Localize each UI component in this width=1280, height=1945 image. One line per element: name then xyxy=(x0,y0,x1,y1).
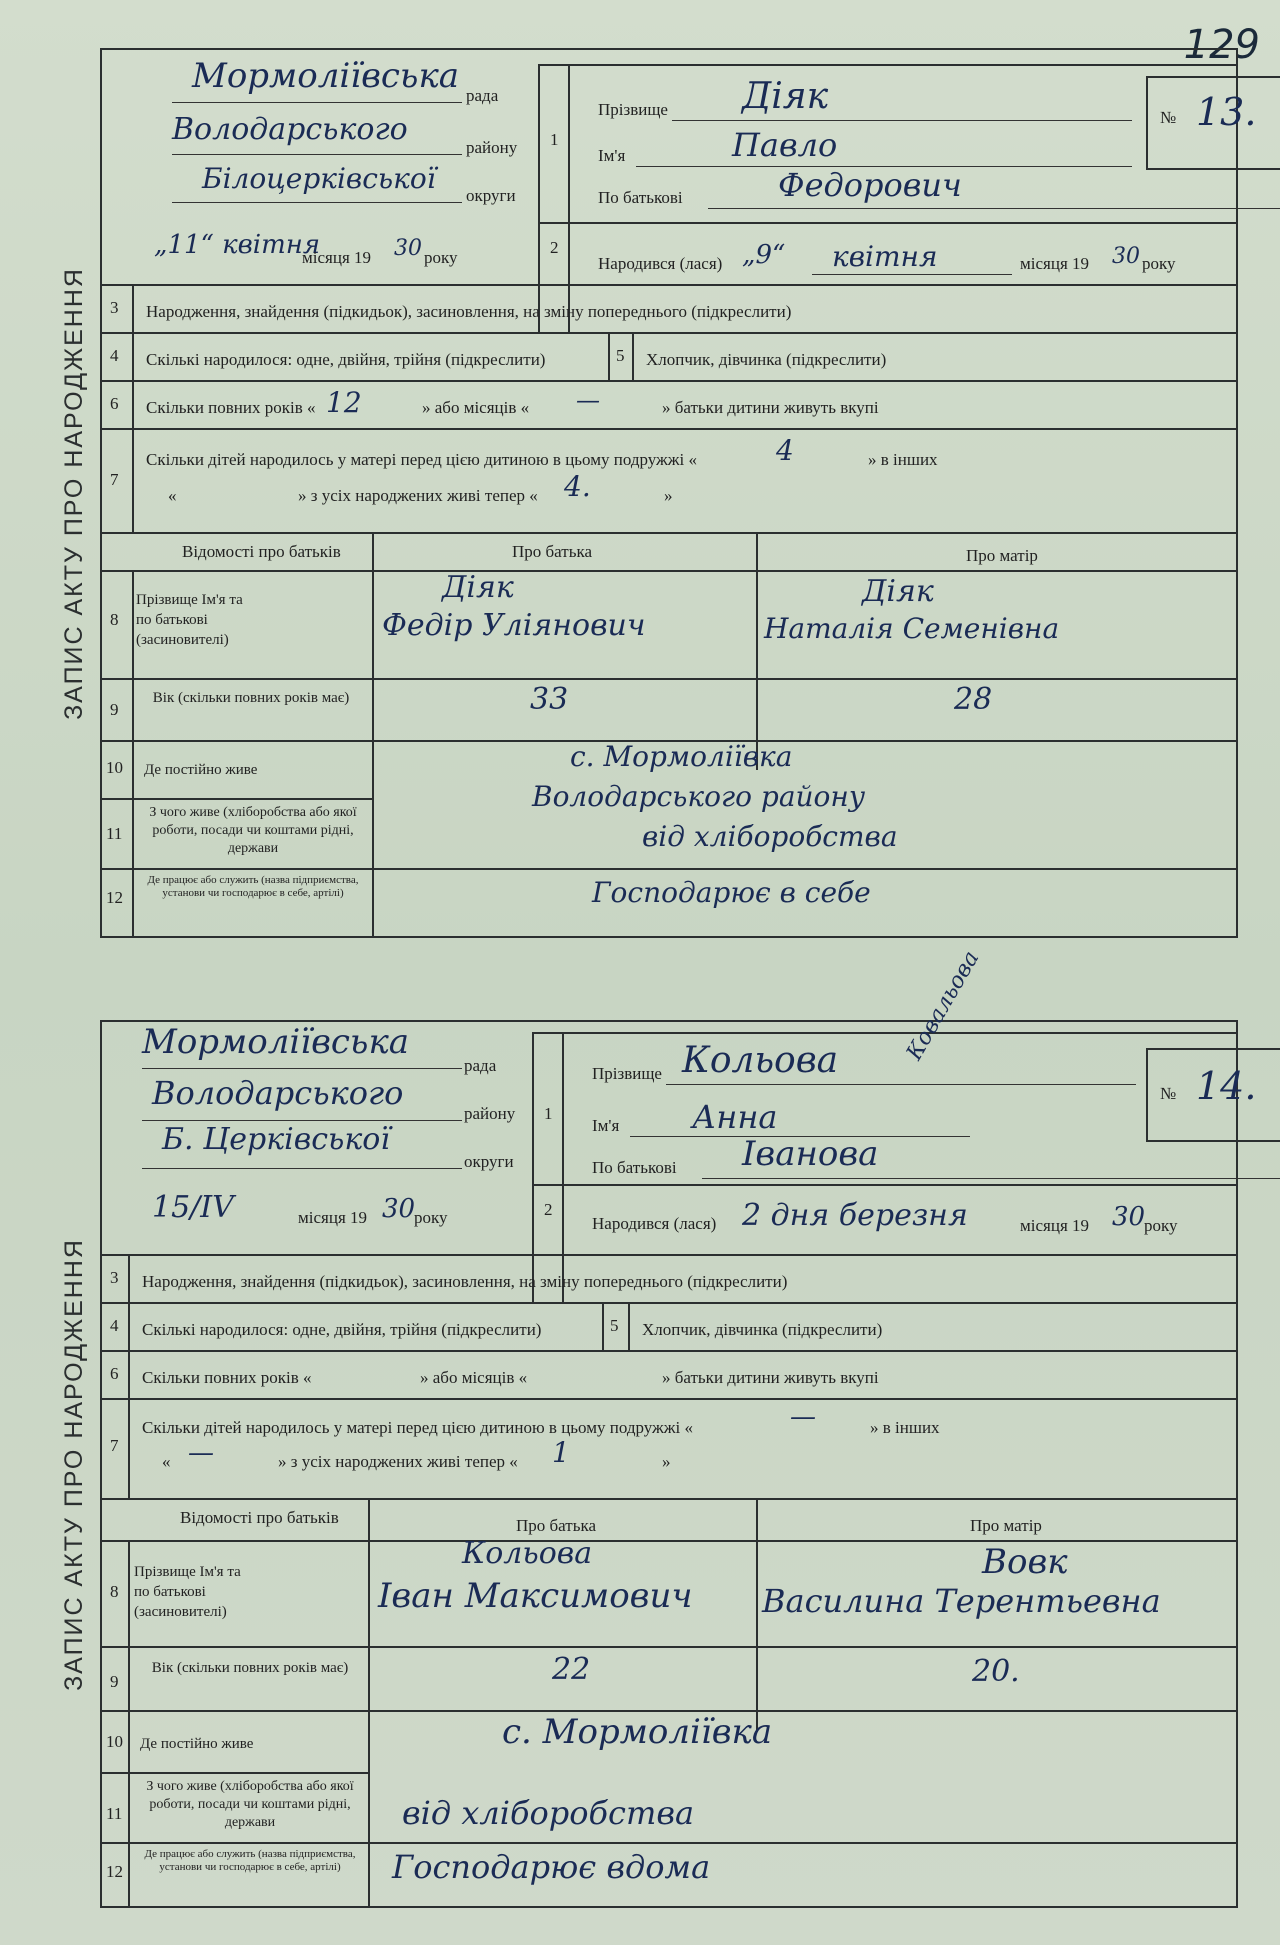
father-age: 33 xyxy=(530,682,569,717)
mother-age: 20. xyxy=(972,1654,1020,1689)
child-surname: Діяк xyxy=(742,76,829,117)
okrug-value: Б. Церківської xyxy=(162,1122,390,1157)
birth-day: „9“ xyxy=(742,240,786,270)
child-name: Анна xyxy=(692,1098,778,1136)
child-patronymic: Федорович xyxy=(778,166,962,204)
child-surname-correction: Ковальова xyxy=(902,946,985,1065)
mother-name: Василина Терентьевна xyxy=(762,1582,1161,1620)
raion-value: Володарського xyxy=(152,1074,404,1112)
rada-value: Мормоліївська xyxy=(142,1022,410,1062)
birth-month: квітня xyxy=(832,240,938,273)
workplace: Господарює вдома xyxy=(392,1848,711,1886)
registration-date: 15/IV xyxy=(152,1190,234,1225)
child-surname: Кольова xyxy=(682,1040,839,1081)
rada-value: Мормоліївська xyxy=(192,56,460,96)
father-name: Іван Максимович xyxy=(378,1576,693,1616)
residence: с. Мормоліївка xyxy=(502,1712,773,1752)
page-number: 129 xyxy=(1183,22,1260,68)
mother-name: Наталія Семенівна xyxy=(764,612,1060,645)
father-surname: Діяк xyxy=(442,570,514,605)
form-grid: 1 2 № 14. Мормоліївська рада Володарського району Б. Церківської округи 15/IV місяця 19 30 року Прізвище Кольова Ковальова Ім'я Анна По батькові Іванова Народився (лася) 2 дня березня місяця 19 30 року 3 Народження, знайдення (підкидьок), засиновлення, на зміну попереднього (підкреслити) 4 Скількі народилося: одне, двійня, трійня (підкреслити) 5 Хлопчик, дівчинка (підкреслити) 6 Скільки повних років « » або місяців « » батьки дитини живуть вкупі 7 Скільки дітей народилось у матері перед цією дитиною в цьому подружжі « — » в інших « — » з усіх народжених живі тепер « 1 » Відомості про батьків Про батька Про матір 8 Прізвище Ім'я та по батькові (засиновителі) Кольова Іван Максимович Вовк Василина Терентьевна 9 Вік (скільки повних років має) 22 20. 10 Де постійно живе с. Мормоліївка 11 З чого живе (хліборобства або якої роботи, посади чи коштами рідні, держави від хліборобства 12 Де працює або служить (назва підприємства, установи чи господарює в себе, артілі) Господарює вдома xyxy=(100,1020,1238,1908)
father-age: 22 xyxy=(552,1652,591,1687)
record-number: 13. xyxy=(1196,90,1257,134)
mother-surname: Вовк xyxy=(982,1542,1068,1582)
record-number: 14. xyxy=(1196,1064,1257,1108)
mother-age: 28 xyxy=(954,682,993,717)
registration-date: „11“ квітня xyxy=(154,230,321,260)
form-side-title: ЗАПИС АКТУ ПРО НАРОДЖЕННЯ xyxy=(48,48,102,938)
child-patronymic: Іванова xyxy=(742,1134,879,1174)
okrug-value: Білоцерківської xyxy=(202,162,436,195)
residence: с. Мормоліївка xyxy=(570,740,793,773)
birth-record-form-1 xyxy=(48,48,1257,938)
record-number-box: № 14. xyxy=(1146,1048,1280,1142)
years-together: 12 xyxy=(326,386,362,419)
raion-value: Володарського xyxy=(172,112,408,147)
father-name: Федір Уліянович xyxy=(382,608,646,643)
income: від хліборобства xyxy=(642,820,898,853)
birth-date: 2 дня березня xyxy=(742,1198,968,1233)
birth-record-form-2 xyxy=(48,946,1257,1908)
form-grid: 1 2 № 13. Мормоліївська рада Володарського району Білоцерківської округи „11“ квітня місяця 19 30 року Прізвище Діяк Ім'я Павло По батькові Федорович Народився (лася) „9“ квітня місяця 19 30 року 3 Народження, знайдення (підкидьок), засиновлення, на зміну попереднього (підкреслити) 4 Скількі народилося: одне, двійня, трійня (підкреслити) 5 Хлопчик, дівчинка (підкреслити) 6 Скільки повних років « 12 » або місяців « — » батьки дитини живуть вкупі 7 Скільки дітей народилось у матері перед цією дитиною в цьому подружжі « 4 » в інших « » з усіх народжених живі тепер « 4. » Відомості про батьків Про батька Про матір 8 Прізвище Ім'я та по батькові (засиновителі) Діяк Федір Уліянович Діяк Наталія Семенівна 9 Вік (скільки повних років має) 33 28 10 Де постійно живе с. Мормоліївка Володарського району 11 З чого живе (хліборобства або якої роботи, посади чи коштами рідні, держави від хліборобства 12 Де працює або служить (назва підприємства, установи чи господарює в себе, артілі) Господарює в себе xyxy=(100,48,1238,938)
workplace: Господарює в себе xyxy=(592,876,871,909)
mother-surname: Діяк xyxy=(862,574,934,609)
record-number-box: № 13. xyxy=(1146,76,1280,170)
income: від хліборобства xyxy=(402,1794,695,1832)
father-surname: Кольова xyxy=(462,1536,593,1571)
form-side-title: ЗАПИС АКТУ ПРО НАРОДЖЕННЯ xyxy=(48,1020,102,1908)
child-name: Павло xyxy=(732,126,838,164)
